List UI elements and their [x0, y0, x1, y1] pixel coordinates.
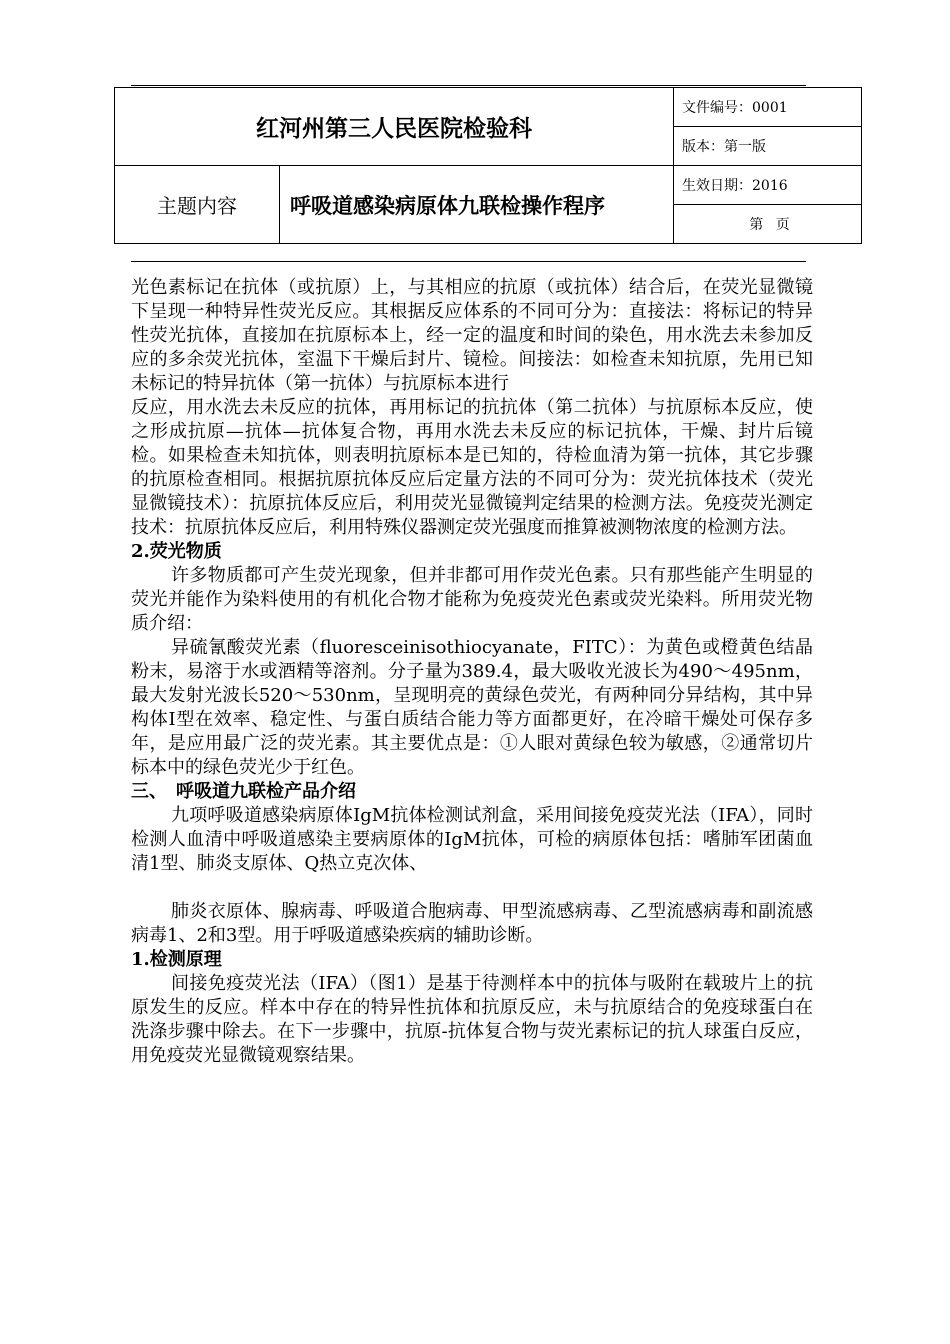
paragraph: 肺炎衣原体、腺病毒、呼吸道合胞病毒、甲型流感病毒、乙型流感病毒和副流感病毒1、2和3型。用于呼吸道感染疾病的辅助诊断。	[131, 901, 813, 946]
page-number: 第 页	[674, 205, 862, 244]
section-heading: 三、 呼吸道九联检产品介绍	[131, 781, 356, 802]
effective-date: 生效日期：2016	[674, 166, 862, 205]
version-label: 版本：第一版	[674, 127, 862, 166]
paragraph: 九项呼吸道感染病原体IgM抗体检测试剂盒，采用间接免疫荧光法（IFA），同时检测人血清中呼吸道感染主要病原体的IgM抗体，可检的病原体包括：嗜肺军团菌血清1型、肺炎支原体、Q热立克次体、	[131, 805, 813, 874]
subject-label: 主题内容	[115, 166, 280, 244]
paragraph: 光色素标记在抗体（或抗原）上，与其相应的抗原（或抗体）结合后，在荧光显微镜下呈现一种特异性荧光反应。其根据反应体系的不同可分为：直接法：将标记的特异性荧光抗体，直接加在抗原标本上，经一定的温度和时间的染色，用水洗去未参加反应的多余荧光抗体，室温下干燥后封片、镜检。间接法：如检查未知抗原，先用已知未标记的特异抗体（第一抗体）与抗原标本进行	[131, 277, 813, 394]
header-top-rule	[131, 85, 806, 86]
document-number: 文件编号：0001	[674, 88, 862, 127]
blank-line	[131, 876, 813, 900]
document-body	[131, 276, 813, 1068]
organization-name: 红河州第三人民医院检验科	[115, 88, 674, 166]
paragraph: 许多物质都可产生荧光现象，但并非都可用作荧光色素。只有那些能产生明显的荧光并能作为染料使用的有机化合物才能称为免疫荧光色素或荧光染料。所用荧光物质介绍：	[131, 565, 813, 634]
section-heading: 1.检测原理	[131, 949, 222, 970]
document-title: 呼吸道感染病原体九联检操作程序	[280, 166, 674, 244]
header-bottom-rule	[131, 261, 806, 262]
paragraph: 反应，用水洗去未反应的抗体，再用标记的抗抗体（第二抗体）与抗原标本反应，使之形成抗原—抗体—抗体复合物，再用水洗去未反应的标记抗体，干燥、封片后镜检。如果检查未知抗体，则表明抗原标本是已知的，待检血清为第一抗体，其它步骤的抗原检查相同。根据抗原抗体反应后定量方法的不同可分为：荧光抗体技术（荧光显微镜技术）：抗原抗体反应后，利用荧光显微镜判定结果的检测方法。免疫荧光测定技术：抗原抗体反应后，利用特殊仪器测定荧光强度而推算被测物浓度的检测方法。	[131, 397, 813, 538]
paragraph: 异硫氰酸荧光素（fluoresceinisothiocyanate，FITC）：为黄色或橙黄色结晶粉末，易溶于水或酒精等溶剂。分子量为389.4，最大吸收光波长为490～495nm，最大发射光波长520～530nm，呈现明亮的黄绿色荧光，有两种同分异结构，其中异构体Ⅰ型在效率、稳定性、与蛋白质结合能力等方面都更好，在冷暗干燥处可保存多年，是应用最广泛的荧光素。其主要优点是：①人眼对黄绿色较为敏感，②通常切片标本中的绿色荧光少于红色。	[131, 637, 813, 778]
paragraph: 间接免疫荧光法（IFA）（图1）是基于待测样本中的抗体与吸附在载玻片上的抗原发生的反应。样本中存在的特异性抗体和抗原反应，未与抗原结合的免疫球蛋白在洗涤步骤中除去。在下一步骤中，抗原-抗体复合物与荧光素标记的抗人球蛋白反应，用免疫荧光显微镜观察结果。	[131, 973, 813, 1066]
section-heading: 2.荧光物质	[131, 541, 222, 562]
document-header-table	[114, 87, 862, 244]
